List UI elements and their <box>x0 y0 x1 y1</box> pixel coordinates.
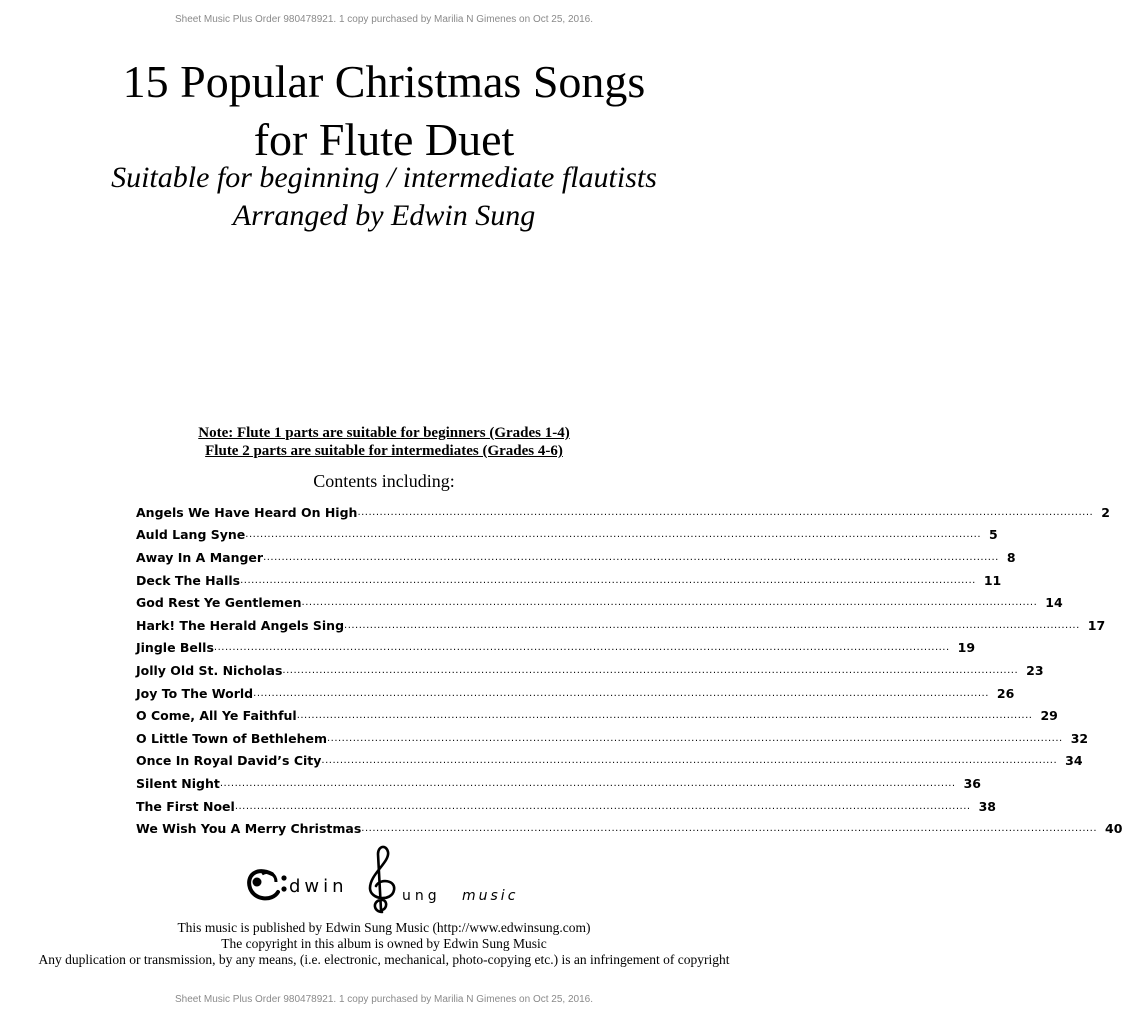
toc-leader-dots: ........................................................................................................................................................................................................ <box>245 529 982 541</box>
toc-page-number: 36 <box>963 775 982 791</box>
toc-leader-dots: ........................................................................................................................................................................................................ <box>234 800 971 812</box>
toc-title: Jolly Old St. Nicholas <box>136 662 283 678</box>
toc-row <box>136 682 1015 705</box>
toc-page-number: 26 <box>996 685 1015 701</box>
footer-infringement: Any duplication or transmission, by any means, (i.e. electronic, mechanical, photo-copying etc.) is an infringement of copyright <box>38 952 730 967</box>
toc-title: Joy To The World <box>136 685 254 701</box>
logo-word-1: dwin <box>289 876 348 897</box>
toc-row <box>136 614 1106 637</box>
toc-page-number: 40 <box>1105 821 1122 837</box>
toc-row <box>136 750 1083 773</box>
footer-copyright: The copyright in this album is owned by Edwin Sung Music <box>221 936 547 951</box>
treble-clef-icon <box>370 847 394 912</box>
watermark-bottom: Sheet Music Plus Order 980478921. 1 copy purchased by Marilia N Gimenes on Oct 25, 2016. <box>174 994 593 1005</box>
toc-row <box>136 704 1058 727</box>
toc-row <box>136 546 1016 569</box>
footer-publisher: This music is published by Edwin Sung Music (http://www.edwinsung.com) <box>177 920 591 935</box>
toc-row <box>136 727 1089 750</box>
subtitle-line-1: Suitable for beginning / intermediate flautists <box>111 161 657 194</box>
toc-row <box>136 501 1110 524</box>
toc-page-number: 34 <box>1065 753 1083 769</box>
toc-title: O Little Town of Bethlehem <box>136 730 327 746</box>
toc-title: Jingle Bells <box>136 640 214 656</box>
toc-row <box>136 591 1063 614</box>
edwin-sung-music-logo <box>242 840 532 920</box>
toc-row <box>136 524 998 547</box>
toc-title: Silent Night <box>136 775 220 791</box>
toc-title: The First Noel <box>136 798 235 814</box>
title-line-1: 15 Popular Christmas Songs <box>122 56 646 107</box>
note-line-1: Note: Flute 1 parts are suitable for beginners (Grades 1-4) <box>198 425 570 441</box>
toc-page-number: 14 <box>1045 595 1063 611</box>
toc-title: Auld Lang Syne <box>136 527 246 543</box>
toc-title: God Rest Ye Gentlemen <box>136 595 302 611</box>
contents-heading: Contents including: <box>313 471 455 491</box>
toc-page-number: 2 <box>1101 504 1110 520</box>
toc-leader-dots: ........................................................................................................................................................................................................ <box>296 710 1033 722</box>
title-line-2: for Flute Duet <box>253 114 515 165</box>
toc-page-number: 11 <box>983 572 1002 588</box>
toc-leader-dots: ........................................................................................................................................................................................................ <box>301 597 1038 609</box>
toc-title: Once In Royal David’s City <box>136 753 322 769</box>
table-of-contents <box>136 501 1122 840</box>
toc-title: Away In A Manger <box>136 549 264 565</box>
watermark-top: Sheet Music Plus Order 980478921. 1 copy purchased by Marilia N Gimenes on Oct 25, 2016. <box>174 14 593 25</box>
toc-leader-dots: ........................................................................................................................................................................................................ <box>240 574 976 586</box>
logo-word-2: ung <box>402 888 441 904</box>
toc-page-number: 38 <box>978 798 996 814</box>
toc-page-number: 32 <box>1070 730 1089 746</box>
toc-leader-dots: ........................................................................................................................................................................................................ <box>344 619 1080 631</box>
toc-row <box>136 659 1044 682</box>
toc-page-number: 8 <box>1006 549 1016 565</box>
toc-leader-dots: ........................................................................................................................................................................................................ <box>219 777 956 789</box>
toc-leader-dots: ........................................................................................................................................................................................................ <box>361 823 1098 835</box>
toc-title: Angels We Have Heard On High <box>136 504 358 520</box>
toc-page-number: 29 <box>1040 708 1058 724</box>
bass-clef-icon <box>249 871 286 898</box>
toc-title: We Wish You A Merry Christmas <box>136 821 362 837</box>
toc-leader-dots: ........................................................................................................................................................................................................ <box>253 687 989 699</box>
toc-title: O Come, All Ye Faithful <box>136 708 297 724</box>
subtitle-line-2: Arranged by Edwin Sung <box>232 199 536 232</box>
toc-row <box>136 637 976 660</box>
toc-page-number: 17 <box>1087 617 1106 633</box>
toc-page-number: 23 <box>1026 662 1044 678</box>
toc-row <box>136 817 1122 840</box>
toc-title: Hark! The Herald Angels Sing <box>136 617 345 633</box>
toc-page-number: 5 <box>989 527 998 543</box>
toc-page-number: 19 <box>957 640 976 656</box>
toc-leader-dots: ........................................................................................................................................................................................................ <box>282 664 1019 676</box>
toc-leader-dots: ........................................................................................................................................................................................................ <box>357 506 1094 518</box>
toc-leader-dots: ........................................................................................................................................................................................................ <box>326 732 1063 744</box>
toc-row <box>136 795 996 818</box>
toc-row <box>136 772 982 795</box>
toc-row <box>136 569 1002 592</box>
toc-leader-dots: ........................................................................................................................................................................................................ <box>263 551 999 563</box>
toc-title: Deck The Halls <box>136 572 241 588</box>
logo-word-3: music <box>462 888 519 904</box>
toc-leader-dots: ........................................................................................................................................................................................................ <box>321 755 1058 767</box>
note-line-2: Flute 2 parts are suitable for intermediates (Grades 4-6) <box>205 443 563 459</box>
toc-leader-dots: ........................................................................................................................................................................................................ <box>213 642 950 654</box>
